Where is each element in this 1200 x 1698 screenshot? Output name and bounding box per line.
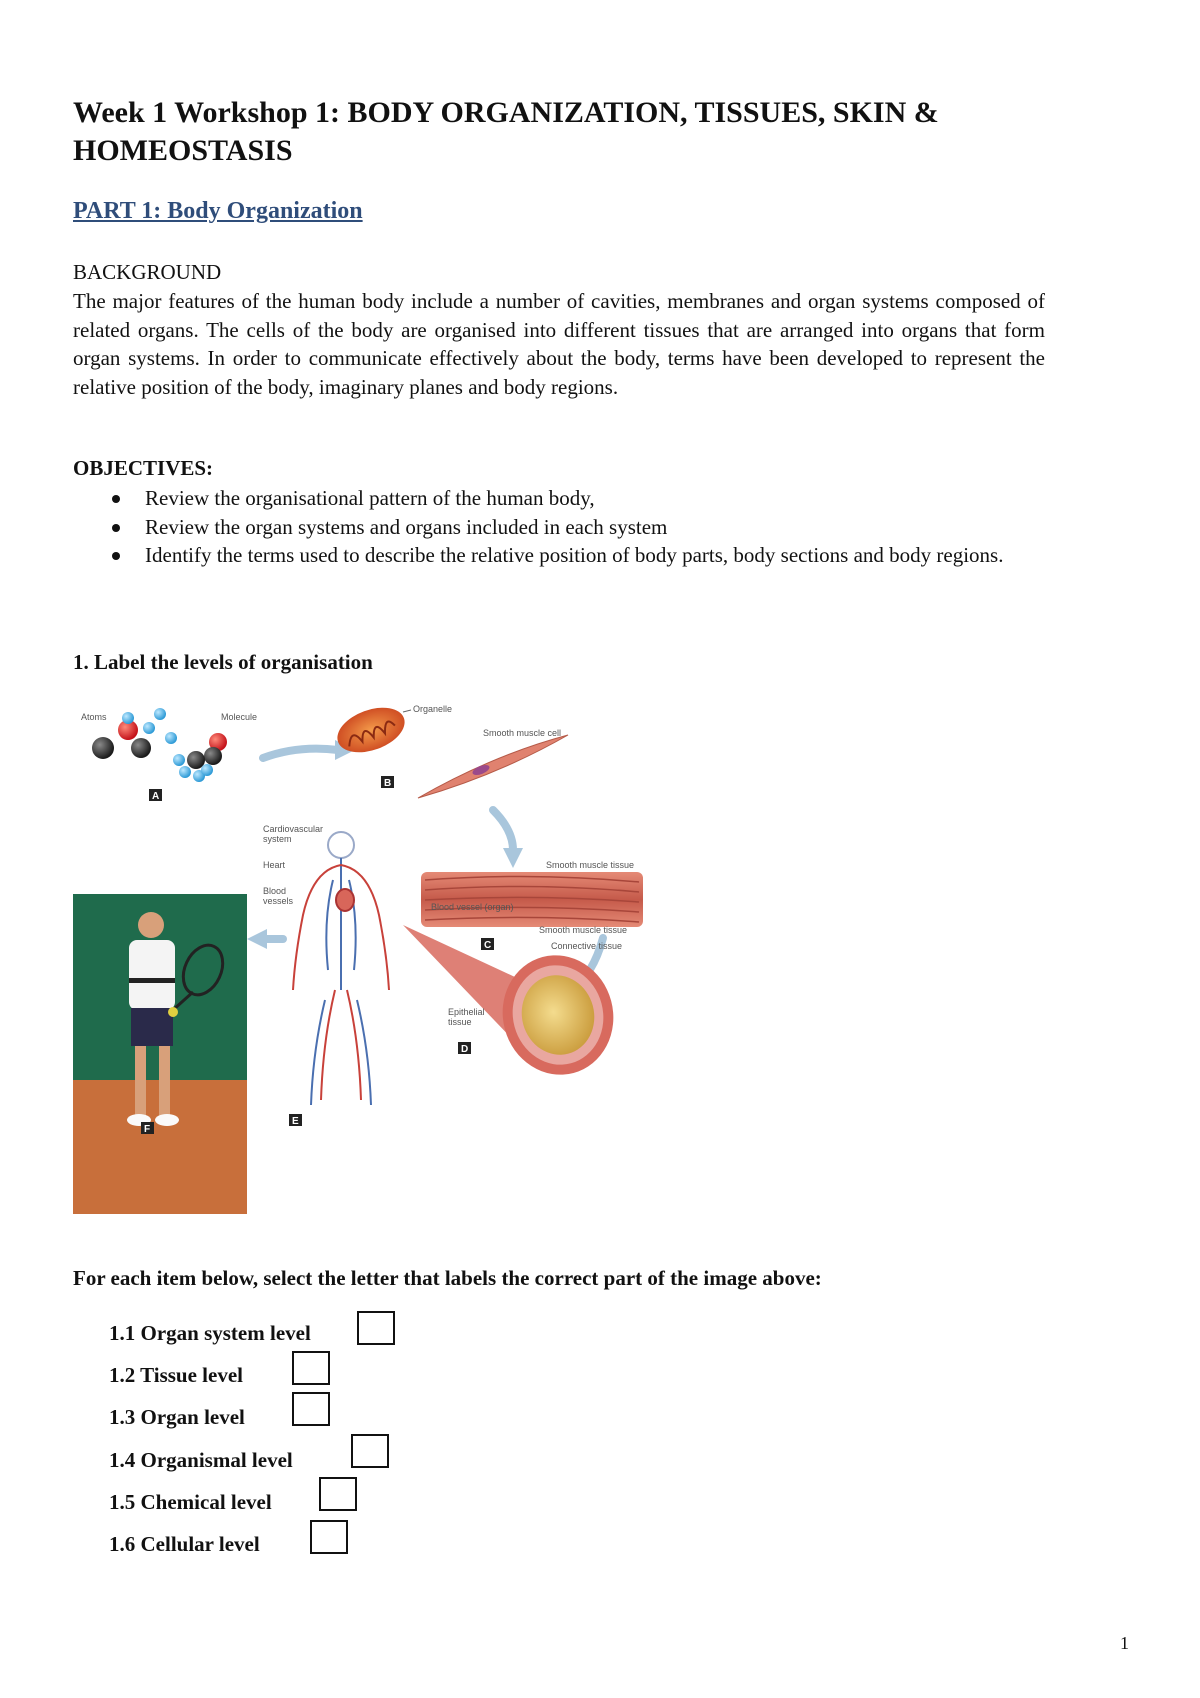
part-heading: PART 1: Body Organization [73,198,363,224]
heart-label: Heart [263,860,286,870]
question-heading: 1. Label the levels of organisation [73,650,373,674]
organelle-label: Organelle [413,704,453,714]
question-item: 1.1 Organ system level [109,1321,311,1345]
epithelial-label-1: Epithelial [448,1007,485,1017]
cardiovascular-label-2: system [263,834,292,844]
page-title: Week 1 Workshop 1: BODY ORGANIZATION, TISSUES, SKIN & HOMEOSTASIS [73,96,939,167]
answer-box-chemical[interactable] [319,1477,357,1511]
molecule-label: Molecule [221,712,258,722]
letter-d: D [461,1044,469,1055]
blood-vessels-label-2: vessels [263,896,294,906]
cardiovascular-system-figure [293,832,389,1105]
atoms-label: Atoms [81,712,107,722]
arrow-a-b [263,749,338,758]
instruction-text: For each item below, select the letter that labels the correct part of the image above: [73,1266,822,1290]
blood-vessels-label-1: Blood [263,886,287,896]
blood-vessel-label: Blood vessel (organ) [431,902,514,912]
question-item: 1.6 Cellular level [109,1532,260,1556]
objective-item: Identify the terms used to describe the relative position of body parts, body sections and body regions. [108,541,1068,570]
letter-f: F [144,1124,151,1135]
question-item: 1.2 Tissue level [109,1363,243,1387]
letter-e: E [292,1116,299,1127]
answer-box-organ-system[interactable] [357,1311,395,1345]
letter-a: A [152,791,160,802]
epithelial-label-2: tissue [448,1017,472,1027]
answer-box-tissue[interactable] [292,1351,330,1385]
smooth-muscle-tissue-label: Smooth muscle tissue [546,860,635,870]
objective-item: Review the organisational pattern of the human body, [108,484,1068,513]
levels-of-organisation-figure [73,700,693,1235]
smooth-muscle-tissue [421,872,643,927]
cardiovascular-label-1: Cardiovascular [263,824,324,834]
background-heading: BACKGROUND [73,260,222,284]
answer-box-cellular[interactable] [310,1520,348,1554]
molecule-group [173,733,227,782]
objectives-list [108,484,1068,570]
letter-b: B [384,778,392,789]
page-number: 1 [1120,1633,1129,1653]
smooth-muscle-tissue-label-2: Smooth muscle tissue [539,925,628,935]
question-item: 1.4 Organismal level [109,1448,293,1472]
question-item: 1.5 Chemical level [109,1490,272,1514]
question-item: 1.3 Organ level [109,1405,245,1429]
letter-c: C [484,940,492,951]
objective-item: Review the organ systems and organs included in each system [108,513,1068,542]
answer-box-organ[interactable] [292,1392,330,1426]
answer-box-organismal[interactable] [351,1434,389,1468]
smooth-muscle-cell [418,735,568,798]
tennis-player-photo [73,894,247,1214]
objectives-heading: OBJECTIVES: [73,456,214,480]
connective-tissue-label: Connective tissue [551,941,623,951]
arrow-b-c [493,810,513,850]
smooth-muscle-cell-label: Smooth muscle cell [483,728,562,738]
background-paragraph: The major features of the human body include a number of cavities, membranes and organ systems composed of related organs. The cells of the body are organised into different tissues that are arranged into organs that form organ systems. In order to communicate effectively about the body, terms have been developed to represent the relative position of the body, imaginary planes and body regions. [73,289,1045,399]
